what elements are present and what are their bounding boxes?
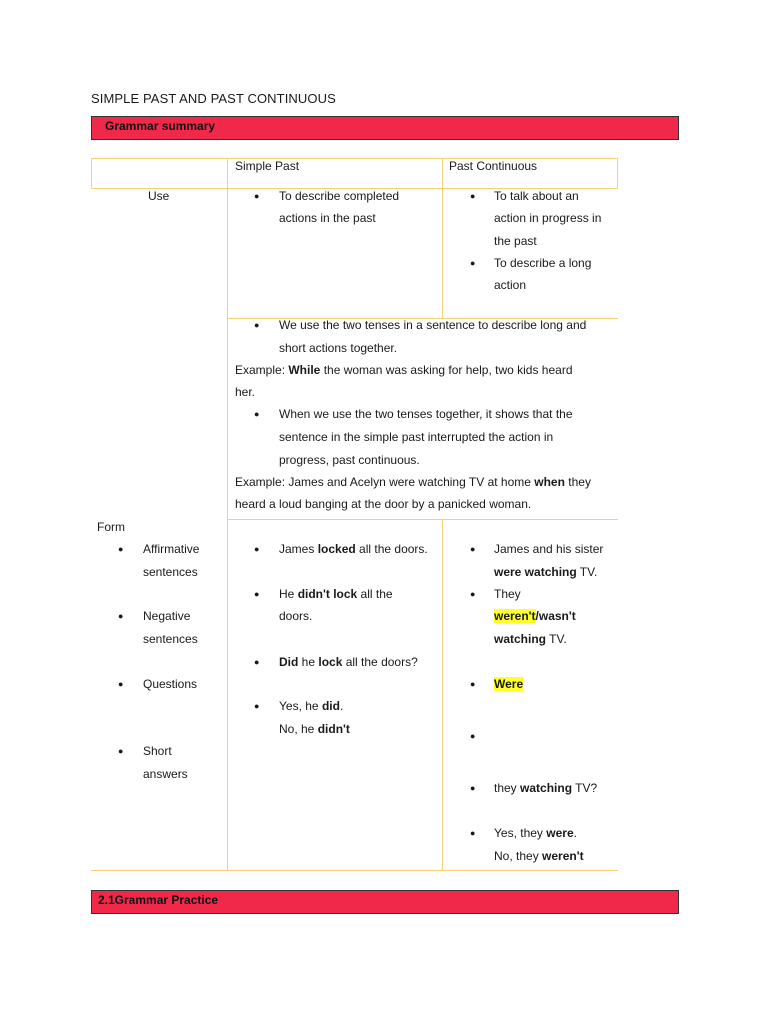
header-simple-past: Simple Past [235, 159, 300, 173]
section-header-label: Grammar summary [105, 119, 216, 133]
table-border [227, 158, 228, 870]
section-header-grammar-practice [91, 890, 679, 914]
pc-negative: weren't/wasn't [494, 609, 576, 623]
bullet-icon: ● [118, 679, 124, 689]
table-border [442, 519, 443, 870]
pc-question: Were [494, 677, 524, 691]
bullet-icon: ● [254, 191, 260, 201]
sp-short-answer: No, he didn't [279, 722, 350, 736]
bullet-icon: ● [254, 544, 260, 554]
pc-affirmative: were watching TV. [494, 565, 598, 579]
bullet-icon: ● [118, 746, 124, 756]
bullet-icon: ● [470, 783, 476, 793]
combined-text-line: sentence in the simple past interrupted the action in [279, 430, 554, 444]
use-simple-past-line: actions in the past [279, 211, 376, 225]
bullet-icon: ● [470, 544, 476, 554]
form-type-label: Questions [143, 677, 198, 691]
pc-negative: They [494, 587, 521, 601]
sp-negative: doors. [279, 609, 313, 623]
combined-text-line: We use the two tenses in a sentence to describe long and [279, 318, 587, 332]
combined-text-line: short actions together. [279, 341, 398, 355]
combined-text-line: When we use the two tenses together, it shows that the [279, 407, 573, 421]
form-type-label: answers [143, 767, 188, 781]
pc-question: they watching TV? [494, 781, 598, 795]
sp-affirmative: James locked all the doors. [279, 542, 428, 556]
bullet-icon: ● [470, 731, 476, 741]
section-header-grammar-summary [91, 116, 679, 140]
form-type-label: sentences [143, 565, 198, 579]
bullet-icon: ● [470, 679, 476, 689]
header-past-continuous: Past Continuous [449, 159, 538, 173]
example-line: Example: While the woman was asking for help, two kids heard [235, 363, 573, 377]
use-past-cont-line: To describe a long [494, 256, 592, 270]
combined-text-line: progress, past continuous. [279, 453, 420, 467]
form-type-label: Affirmative [143, 542, 200, 556]
use-past-cont-line: action in progress in [494, 211, 602, 225]
bullet-icon: ● [254, 701, 260, 711]
example-line: her. [235, 385, 256, 399]
sp-question: Did he lock all the doors? [279, 655, 418, 669]
bullet-icon: ● [470, 258, 476, 268]
pc-negative: watching TV. [494, 632, 567, 646]
bullet-icon: ● [254, 657, 260, 667]
bullet-icon: ● [254, 409, 260, 419]
pc-affirmative: James and his sister [494, 542, 604, 556]
bullet-icon: ● [118, 544, 124, 554]
bullet-icon: ● [470, 589, 476, 599]
table-border [617, 158, 618, 189]
use-past-cont-line: action [494, 278, 527, 292]
section-header-label: 2.1Grammar Practice [98, 893, 219, 907]
bullet-icon: ● [254, 589, 260, 599]
table-border [91, 870, 618, 871]
table-border [227, 519, 618, 520]
form-type-label: sentences [143, 632, 198, 646]
pc-short-answer: No, they weren't [494, 849, 584, 863]
bullet-icon: ● [118, 611, 124, 621]
sp-short-answer: Yes, he did. [279, 699, 344, 713]
form-type-label: Short [143, 744, 172, 758]
example-line: heard a loud banging at the door by a panicked woman. [235, 497, 532, 511]
page-title: SIMPLE PAST AND PAST CONTINUOUS [91, 91, 336, 106]
row-label-form: Form [97, 520, 125, 534]
pc-short-answer: Yes, they were. [494, 826, 577, 840]
use-past-cont-line: To talk about an [494, 189, 579, 203]
use-simple-past-line: To describe completed [279, 189, 400, 203]
sp-negative: He didn't lock all the [279, 587, 393, 601]
form-type-label: Negative [143, 609, 191, 623]
bullet-icon: ● [254, 320, 260, 330]
row-label-use: Use [148, 189, 170, 203]
use-past-cont-line: the past [494, 234, 537, 248]
bullet-icon: ● [470, 191, 476, 201]
table-border [91, 158, 92, 189]
bullet-icon: ● [470, 828, 476, 838]
example-line: Example: James and Acelyn were watching TV at home when they [235, 475, 591, 489]
table-border [91, 158, 618, 159]
table-border [442, 158, 443, 318]
